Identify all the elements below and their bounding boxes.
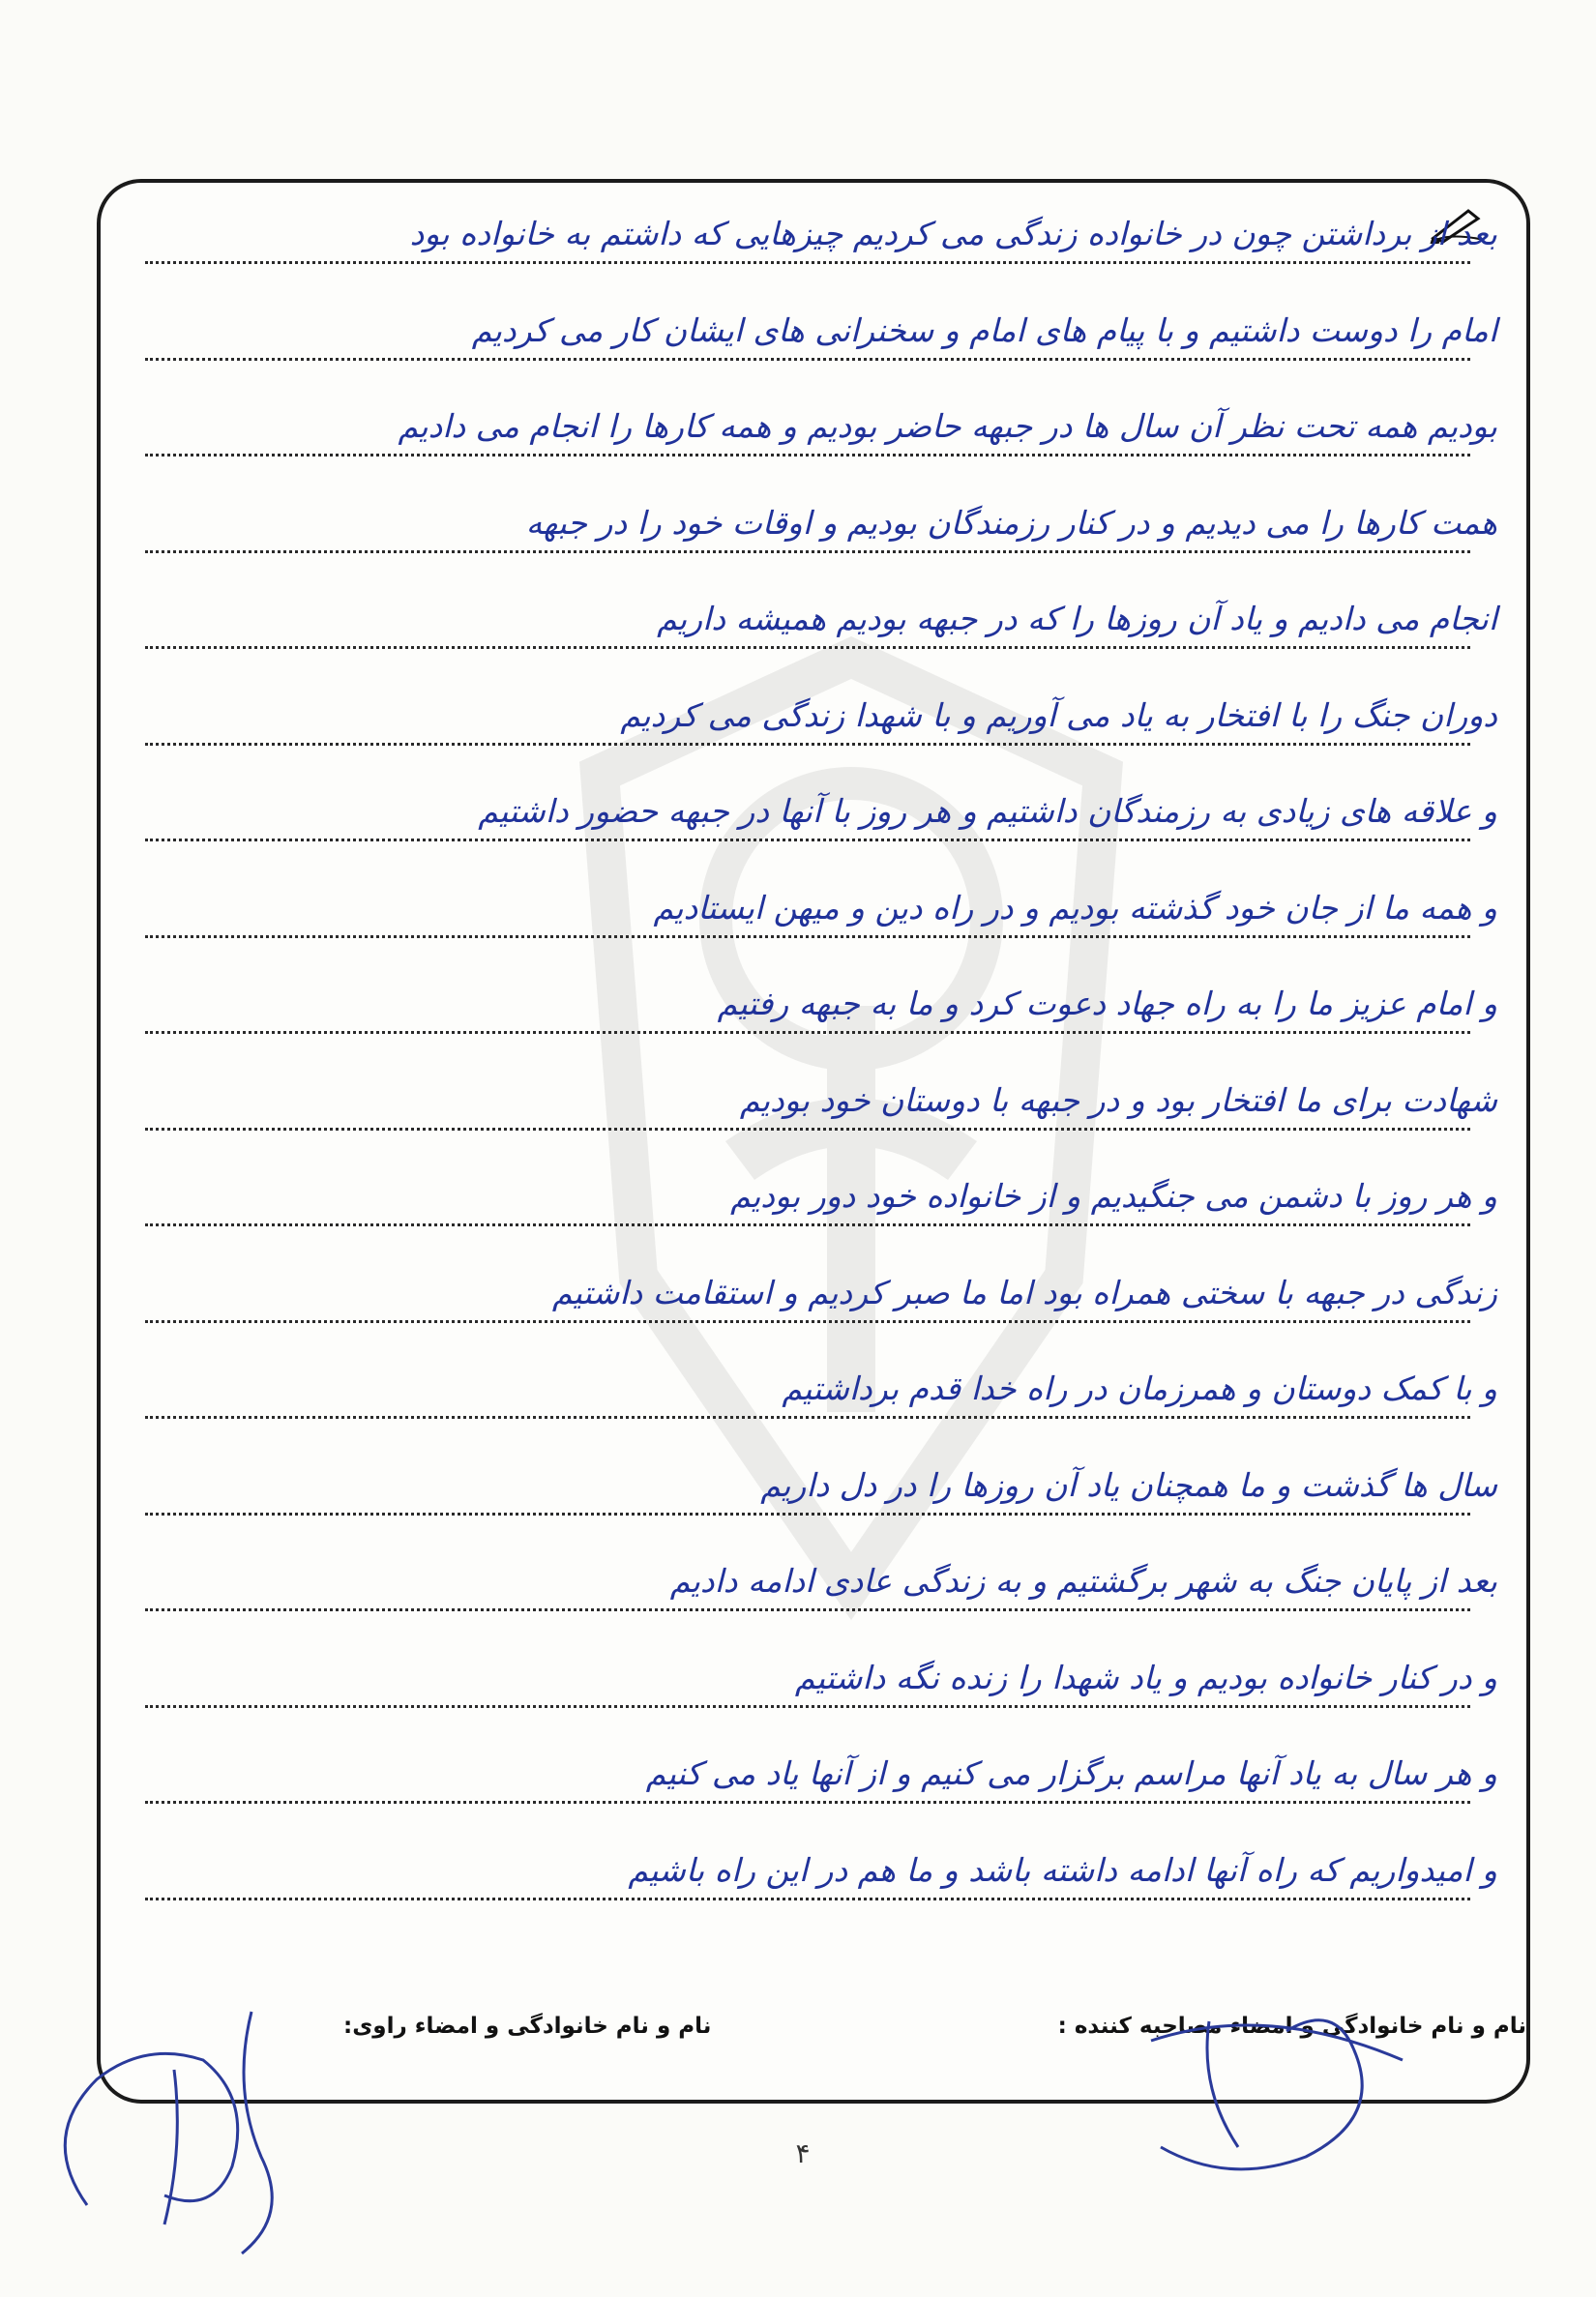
narrator-signature [29, 1973, 319, 2273]
handwritten-line: و علاقه های زیادی به رزمندگان داشتیم و هر روز با آنها در جبهه حضور داشتیم [478, 792, 1497, 830]
handwritten-line: و با کمک دوستان و همرزمان در راه خدا قدم برداشتیم [782, 1369, 1497, 1407]
handwritten-line: دوران جنگ را با افتخار به یاد می آوریم و با شهدا زندگی می کردیم [620, 696, 1497, 734]
handwritten-line: و هر روز با دشمن می جنگیدیم و از خانواده خود دور بودیم [730, 1177, 1497, 1215]
handwritten-line: و در کنار خانواده بودیم و یاد شهدا را زنده نگه داشتیم [794, 1659, 1497, 1696]
handwritten-line: بعد از برداشتن چون در خانواده زندگی می کردیم چیزهایی که داشتم به خانواده بود [409, 215, 1497, 252]
page-number: ۴ [795, 2137, 811, 2169]
handwritten-line: انجام می دادیم و یاد آن روزها را که در جبهه بودیم همیشه داریم [657, 600, 1497, 637]
handwritten-line: و امام عزیز ما را به راه جهاد دعوت کرد و ما به جبهه رفتیم [717, 985, 1497, 1022]
handwritten-line: و هر سال به یاد آنها مراسم برگزار می کنیم و از آنها یاد می کنیم [645, 1754, 1497, 1792]
handwritten-line: و همه ما از جان خود گذشته بودیم و در راه دین و میهن ایستادیم [653, 889, 1497, 927]
handwritten-line: همت کارها را می دیدیم و در کنار رزمندگان بودیم و اوقات خود را در جبهه [525, 504, 1497, 542]
handwritten-line: بودیم همه تحت نظر آن سال ها در جبهه حاضر بودیم و همه کارها را انجام می دادیم [398, 407, 1497, 445]
interviewer-signature-label: نام و نام خانوادگی و امضاء مصاحبه کننده : [1057, 2014, 1526, 2039]
handwritten-line: زندگی در جبهه با سختی همراه بود اما ما صبر کردیم و استقامت داشتیم [551, 1274, 1497, 1311]
handwritten-line: بعد از پایان جنگ به شهر برگشتیم و به زندگی عادی ادامه دادیم [669, 1562, 1497, 1600]
handwritten-line: امام را دوست داشتیم و با پیام های امام و سخنرانی های ایشان کار می کردیم [471, 311, 1497, 349]
handwritten-line: سال ها گذشت و ما همچنان یاد آن روزها را در دل داریم [760, 1466, 1497, 1504]
interviewer-signature [1112, 1963, 1422, 2195]
handwritten-line: و امیدواریم که راه آنها ادامه داشته باشد و ما هم در این راه باشیم [628, 1851, 1497, 1889]
handwritten-line: شهادت برای ما افتخار بود و در جبهه با دوستان خود بودیم [739, 1081, 1497, 1119]
narrator-signature-label: نام و نام خانوادگی و امضاء راوی: [343, 2014, 712, 2039]
